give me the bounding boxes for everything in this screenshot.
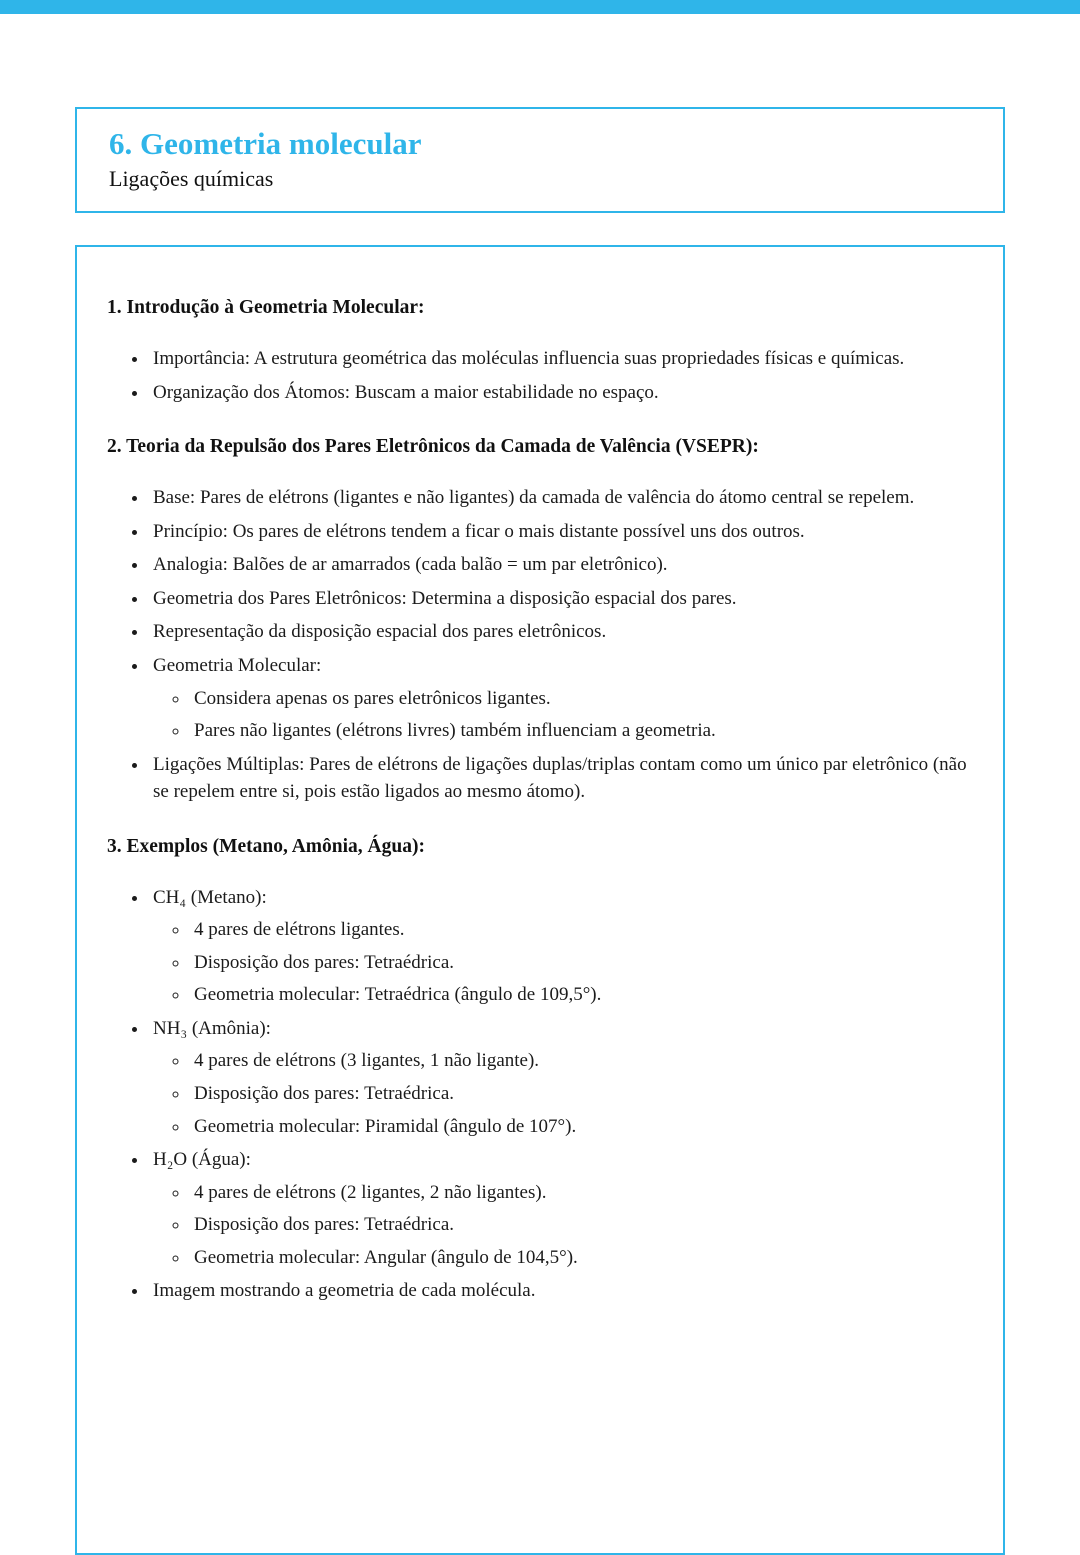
sub-list-item-text: Pares não ligantes (elétrons livres) também influenciam a geometria. bbox=[194, 720, 716, 742]
list-item-text: Ligações Múltiplas: Pares de elétrons de ligações duplas/triplas contam como um único par eletrônico (não se repelem entre si, pois estão ligados ao mesmo átomo). bbox=[153, 753, 967, 803]
list-item-text: Imagem mostrando a geometria de cada molécula. bbox=[153, 1280, 536, 1302]
list-item bbox=[149, 345, 969, 373]
section-heading: 3. Exemplos (Metano, Amônia, Água): bbox=[107, 835, 425, 857]
sub-bullet-list bbox=[153, 916, 969, 1009]
list-item bbox=[149, 484, 969, 512]
list-item bbox=[149, 379, 969, 407]
sub-list-item-text: Disposição dos pares: Tetraédrica. bbox=[194, 1214, 455, 1236]
sub-list-item bbox=[190, 1113, 969, 1141]
list-item-text: Base: Pares de elétrons (ligantes e não ligantes) da camada de valência do átomo central se repelem. bbox=[153, 487, 915, 509]
page bbox=[0, 107, 1080, 1555]
list-item-text: Geometria dos Pares Eletrônicos: Determina a disposição espacial dos pares. bbox=[153, 587, 737, 609]
page-title: 6. Geometria molecular bbox=[109, 126, 422, 161]
sub-list-item bbox=[190, 717, 969, 745]
list-item-text: Princípio: Os pares de elétrons tendem a ficar o mais distante possível uns dos outros. bbox=[153, 520, 805, 542]
top-accent-bar bbox=[0, 0, 1080, 14]
list-item-text: Organização dos Átomos: Buscam a maior estabilidade no espaço. bbox=[153, 381, 659, 403]
list-item bbox=[149, 585, 969, 613]
sub-list-item bbox=[190, 685, 969, 713]
list-item-text: Geometria Molecular: bbox=[153, 654, 322, 676]
sub-list-item bbox=[190, 1179, 969, 1207]
list-item bbox=[149, 1015, 969, 1140]
page-subtitle: Ligações químicas bbox=[109, 165, 274, 191]
sub-list-item bbox=[190, 1244, 969, 1272]
sub-bullet-list bbox=[153, 1047, 969, 1140]
sub-list-item-text: Geometria molecular: Angular (ângulo de 104,5°). bbox=[194, 1246, 578, 1268]
sub-list-item bbox=[190, 981, 969, 1009]
list-item bbox=[149, 518, 969, 546]
list-item-text: Importância: A estrutura geométrica das moléculas influencia suas propriedades físicas e químicas. bbox=[153, 348, 905, 370]
list-item bbox=[149, 1146, 969, 1271]
sub-bullet-list bbox=[153, 685, 969, 745]
list-item bbox=[149, 551, 969, 579]
bullet-list bbox=[107, 345, 969, 406]
list-item bbox=[149, 751, 969, 806]
title-card bbox=[75, 107, 1005, 213]
list-item bbox=[149, 1277, 969, 1305]
bullet-list bbox=[107, 884, 969, 1305]
sub-list-item bbox=[190, 949, 969, 977]
content-card bbox=[75, 245, 1005, 1555]
sub-list-item-text: 4 pares de elétrons (3 ligantes, 1 não ligante). bbox=[194, 1050, 540, 1072]
bullet-list bbox=[107, 484, 969, 805]
sub-list-item-text: Considera apenas os pares eletrônicos ligantes. bbox=[194, 687, 551, 709]
list-item-text: CH₄ (Metano): bbox=[153, 886, 267, 908]
section-heading: 1. Introdução à Geometria Molecular: bbox=[107, 297, 425, 319]
list-item bbox=[149, 652, 969, 745]
sub-list-item-text: Disposição dos pares: Tetraédrica. bbox=[194, 1082, 455, 1104]
sub-list-item bbox=[190, 916, 969, 944]
sub-list-item-text: 4 pares de elétrons ligantes. bbox=[194, 919, 405, 941]
list-item bbox=[149, 618, 969, 646]
list-item-text: NH₃ (Amônia): bbox=[153, 1017, 271, 1039]
sub-bullet-list bbox=[153, 1179, 969, 1272]
list-item-text: Representação da disposição espacial dos pares eletrônicos. bbox=[153, 621, 607, 643]
list-item-text: Analogia: Balões de ar amarrados (cada balão = um par eletrônico). bbox=[153, 554, 668, 576]
sub-list-item bbox=[190, 1211, 969, 1239]
sub-list-item-text: Disposição dos pares: Tetraédrica. bbox=[194, 951, 455, 973]
section-heading: 2. Teoria da Repulsão dos Pares Eletrônicos da Camada de Valência (VSEPR): bbox=[107, 436, 759, 458]
sub-list-item-text: Geometria molecular: Piramidal (ângulo de 107°). bbox=[194, 1115, 577, 1137]
sub-list-item bbox=[190, 1080, 969, 1108]
sub-list-item-text: Geometria molecular: Tetraédrica (ângulo de 109,5°). bbox=[194, 984, 602, 1006]
list-item-text: H₂O (Água): bbox=[153, 1149, 251, 1171]
sub-list-item bbox=[190, 1047, 969, 1075]
list-item bbox=[149, 884, 969, 1009]
sub-list-item-text: 4 pares de elétrons (2 ligantes, 2 não ligantes). bbox=[194, 1181, 547, 1203]
